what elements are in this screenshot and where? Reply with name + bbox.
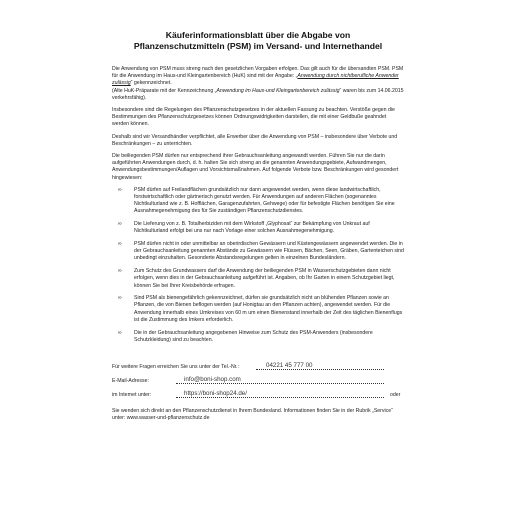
bullet-icon: ∞ xyxy=(118,295,122,302)
restriction-text: Zum Schutz des Grundwassers darf die Anwendung der beiliegenden PSM in Wasserschutzgebieten dann nicht erfolgen, wenn dies in der Gebrauchsanleitung aufgeführt ist. Angaben, ob Ihr Garten in einem Schutzgebiet liegt, können Sie bei Ihrer Kreisbehörde erfragen. xyxy=(134,268,395,289)
web-tail: oder xyxy=(390,392,401,398)
email-underline xyxy=(176,383,384,384)
paragraph-intro-text-d: “ waren bis zum 14.06.2015 verkehrsfähig). xyxy=(112,87,404,101)
title-line-2: Pflanzenschutzmitteln (PSM) im Versand- und Internethandel xyxy=(133,41,383,51)
paragraph-intro-text-a: Die Anwendung von PSM muss streng nach den gesetzlichen Vorgaben erfolgen. Das gilt auch für die übersandten PSM. PSM für die Anwendung im Haus-und Kleingartenbereich (HuK) sind mit der Angabe: „ xyxy=(112,66,404,80)
restrictions-list xyxy=(112,187,404,344)
footer-note: Sie wenden sich direkt an den Pflanzenschutzdienst in Ihrem Bundesland. Informationen finden Sie in der Rubrik „Service“ unter: www.wasser-und-pflanzenschutz.de xyxy=(112,408,393,422)
document-title xyxy=(112,30,404,52)
bullet-icon: ∞ xyxy=(118,329,122,336)
restriction-item xyxy=(112,221,404,235)
email-label: E-Mail-Adresse: xyxy=(112,378,149,384)
paragraph-intro-underlined: Anwendung durch nichtberufliche Anwender zulässig xyxy=(112,73,399,87)
restriction-item xyxy=(112,295,404,324)
email-value[interactable]: info@boni-shop.com xyxy=(184,376,241,383)
paragraph-usage: Die beiliegenden PSM dürfen nur entsprechend ihrer Gebrauchsanleitung angewandt werden. Führen Sie nur die darin aufgeführten Anwendungen durch, d. h. halten Sie sich streng an die genannten Anwendungsgebiete, Aufwandmengen, Anwendungsbestimmungen/Auflagen und Vorsichtsmaßnahmen. Auf folgende Verbote bzw. Beschränkungen wird gesondert hingewiesen: xyxy=(112,153,399,181)
restriction-text: Sind PSM als bienengefährlich gekennzeichnet, dürfen sie grundsätzlich nicht an blühenden Pflanzen sowie an Pflanzen, die von Bienen beflogen werden (auf Honigtau an den Pflanzen achten), angewendet werden. Für die Anwendung innerhalb eines Umkreises von 60 m um einen Bienenstand innerhalb der Zeit des täglichen Bienenflugs ist die Zustimmung des Imkers erforderlich. xyxy=(134,295,403,323)
bullet-icon: ∞ xyxy=(118,221,122,228)
contact-email-row xyxy=(112,372,404,386)
bullet-icon: ∞ xyxy=(118,241,122,248)
restriction-text: Die Lieferung von z. B. Totalherbiziden mit dem Wirkstoff „Glyphosat“ zur Bekämpfung von Unkraut auf Nichtkulturland erfolgt bei uns nur nach Vorlage einer solchen Ausnahmegenehmigung. xyxy=(134,221,370,235)
paragraph-intro-text-c: (Alte HuK-Präparate mit der Kennzeichnung „ xyxy=(112,87,217,94)
web-label: im Internet unter: xyxy=(112,392,152,398)
restriction-text: Die in der Gebrauchsanleitung angegebenen Hinweise zum Schutz des PSM-Anwenders (insbesondere Schutzkleidung) sind zu beachten. xyxy=(134,329,373,343)
paragraph-intro-text-b: “ gekennzeichnet. xyxy=(130,80,172,87)
paragraph-intro-italic: Anwendung im Haus-und Kleingartenbereich zulässig xyxy=(216,87,340,94)
phone-underline xyxy=(256,369,384,370)
title-line-1: Käuferinformationsblatt über die Abgabe von xyxy=(165,30,351,40)
restriction-text: PSM dürfen auf Freilandflächen grundsätzlich nur dann angewendet werden, wenn diese landwirtschaftlich, forstwirtschaftlich oder gärtnerisch genutzt werden. Für Anwendungen auf anderen Flächen (sogenanntes Nichtkulturland wie z. B. Hofflächen, Garagenzufahrten, Gehwege) oder für befestigte Flächen benötigen Sie eine Ausnahmegenehmigung des für Sie zuständigen Pflanzenschutzdienstes. xyxy=(134,186,395,215)
contact-block xyxy=(112,358,404,400)
web-underline xyxy=(176,397,384,398)
document-page xyxy=(112,30,404,428)
paragraph-intro xyxy=(112,66,404,102)
paragraph-obligation: Deshalb sind wir Versandhändler verpflichtet, alle Erwerber über die Anwendung von PSM – insbesondere über Verbote und Beschränkungen – zu unterrichten. xyxy=(112,133,398,147)
contact-phone-row xyxy=(112,358,404,372)
bullet-icon: ∞ xyxy=(118,186,122,193)
contact-web-row xyxy=(112,386,404,400)
paragraph-law: Insbesondere sind die Regelungen des Pflanzenschutzgesetzes in der aktuellen Fassung zu beachten. Verstöße gegen die Bestimmungen des Pflanzenschutzgesetzes können Ordnungswidrigkeiten darstellen, die mit einer Geldbuße geahndet werden können. xyxy=(112,107,395,128)
phone-label: Für weitere Fragen erreichen Sie uns unter der Tel.-Nr.: xyxy=(112,364,240,370)
restriction-item xyxy=(112,187,404,216)
restriction-item xyxy=(112,268,404,290)
phone-value: 04221 45 777 00 xyxy=(266,362,313,369)
restriction-item xyxy=(112,241,404,263)
bullet-icon: ∞ xyxy=(118,268,122,275)
restriction-item xyxy=(112,330,404,344)
web-value[interactable]: https://boni-shop24.de/ xyxy=(184,390,247,397)
restriction-text: PSM dürfen nicht in oder unmittelbar an oberirdischen Gewässern und Küstengewässern angewendet werden. Die in der Gebrauchsanleitung genannten Abstände zu Gewässern wie Flüssen, Bächen, Seen, Gräben, Gartenteichen sind unbedingt einzuhalten. Gesonderte Abstandsregelungen gelten in einzelnen Bundesländern. xyxy=(134,241,404,262)
